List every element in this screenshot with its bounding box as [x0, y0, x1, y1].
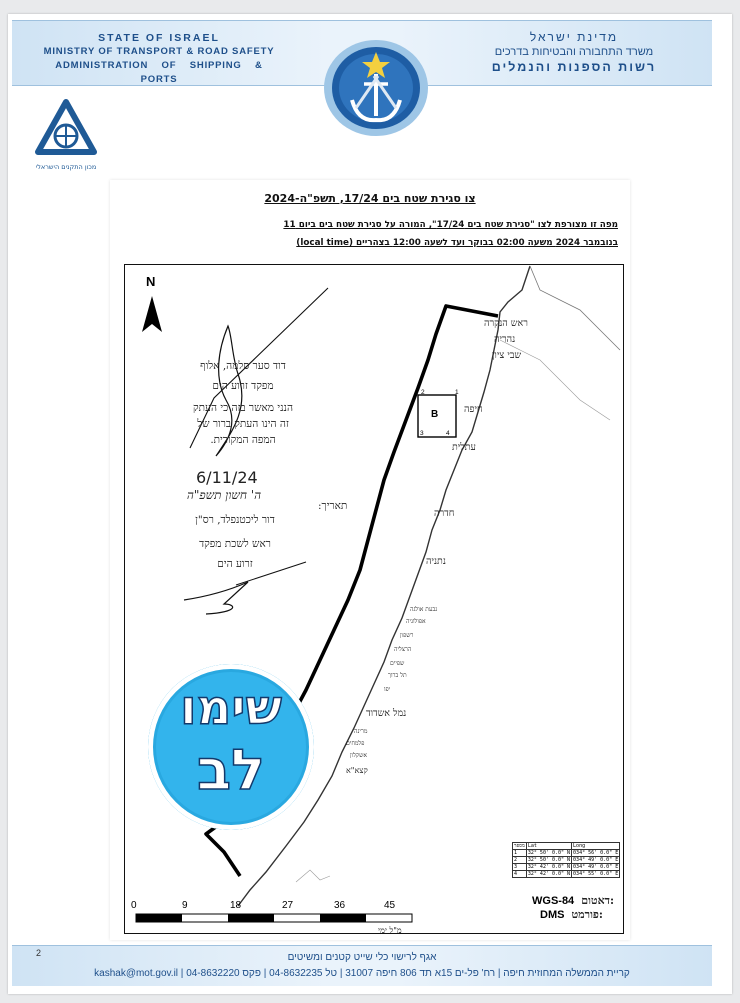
col-number: מספר — [514, 843, 525, 849]
state-name-he: מדינת ישראל — [529, 30, 619, 44]
second-signatory-role: ראש לשכת מפקד — [199, 538, 271, 550]
order-subtitle-line2: בנובמבר 2024 משעה 02:00 בבוקר ועד לשעה 12:00 בצהריים (local time) — [296, 238, 618, 248]
small-place: הרצליה — [394, 646, 412, 653]
cell: 2 — [513, 857, 527, 864]
small-place: גבעת אולגה — [410, 606, 438, 613]
cert-line1: הנני מאשר בזה כי העתק — [192, 402, 293, 414]
place-nahariya: נהריה — [494, 334, 516, 345]
table-row — [513, 871, 620, 878]
scale-tick: 18 — [230, 900, 242, 911]
north-label: N — [146, 274, 156, 289]
border-line — [530, 266, 620, 350]
small-place: פלמחים — [346, 740, 365, 747]
second-signatory-name: דור ליכטנפלד, רס"ן — [195, 514, 275, 526]
small-place: אפולוניה — [406, 618, 426, 625]
second-signatory-role-b: זרוע הים — [217, 558, 253, 570]
order-subtitle-line1: מפה זו מצורפת לצו "סגירת שטח בים 17/24", המורה על סגירת שטח בים ביום 11 — [283, 220, 618, 230]
signature-block — [168, 358, 318, 448]
scale-segment — [320, 914, 366, 922]
place-rosh-hanikra: ראש הנקרה — [484, 318, 528, 329]
table-row — [513, 864, 620, 871]
zone-point-2: 2 — [421, 389, 425, 396]
standards-institute-label: מכון התקנים הישראלי — [35, 163, 97, 171]
date-label: תאריך: — [318, 500, 348, 512]
place-netanya: נתניה — [426, 556, 446, 567]
cell: 034° 56' 0.0" E — [573, 850, 619, 856]
place-haifa: חיפה — [464, 404, 483, 415]
hebrew-date: ה' חשון תשפ"ה — [186, 488, 262, 502]
scale-unit: מ"ל ימי — [378, 926, 402, 935]
sticker-line2: לב — [196, 738, 266, 803]
cell: 32° 50' 0.0" N — [527, 850, 571, 856]
cell: 1 — [513, 850, 527, 857]
place-shavei-zion: שבי ציון — [492, 350, 522, 361]
zone-point-1: 1 — [455, 389, 459, 396]
attention-sticker — [148, 664, 314, 830]
sticker-line1: שימו — [180, 680, 282, 736]
cell: 034° 49' 0.0" E — [573, 857, 619, 863]
administration-name-he: רשות הספנות והנמלים — [491, 60, 657, 74]
datum-row — [532, 894, 614, 907]
place-katza: קצא"א — [346, 766, 368, 775]
col-lat: Lat — [526, 843, 571, 850]
coordinate-table — [512, 842, 620, 878]
format-value: DMS — [540, 909, 565, 921]
cell: 32° 42' 0.0" N — [527, 864, 571, 870]
col-long: Long — [572, 843, 620, 850]
scale-segment — [136, 914, 182, 922]
zone-point-3: 3 — [420, 430, 424, 437]
north-arrow-icon — [142, 296, 162, 332]
small-place: רשפון — [400, 632, 414, 639]
small-place: תל ברוך — [388, 672, 407, 679]
datum-label: דאטום: — [581, 894, 614, 907]
cell: 034° 49' 0.0" E — [573, 864, 619, 870]
scale-tick: 0 — [131, 900, 137, 911]
place-ashdod-port: נמל אשדוד — [366, 708, 407, 719]
signatory-role: מפקד זרוע הים — [212, 380, 274, 392]
small-place: שפיים — [390, 660, 405, 667]
cert-line2: זה הינו העתק ברור של — [197, 418, 289, 430]
order-title: צו סגירת שטח בים 17/24, תשפ"ה-2024 — [264, 192, 476, 205]
cert-line3: המפה המקורית. — [210, 434, 276, 446]
cell: 32° 42' 0.0" N — [527, 871, 571, 877]
small-place: יפו — [384, 686, 391, 693]
small-place: מרינה — [354, 728, 368, 735]
place-hadera: חדרה — [434, 508, 455, 519]
cell: 4 — [513, 871, 527, 878]
administration-name-en: ADMINISTRATION OF SHIPPING & PORTS — [55, 60, 263, 85]
datum-value: WGS-84 — [532, 895, 575, 907]
second-signatory-block — [180, 512, 290, 572]
cell: 034° 55' 0.0" E — [573, 871, 619, 877]
footer-contact: קריית הממשלה המחוזית חיפה | רח' פל-ים 15א תד 806 חיפה 31007 | טל 04-8632235 | פקס 04-8632220 | kashak@mot.gov.il — [94, 968, 630, 979]
second-signature — [184, 582, 248, 614]
format-row — [540, 908, 603, 921]
place-atlit: עתלית — [452, 442, 476, 453]
page-number: 2 — [36, 948, 42, 958]
scale-tick: 9 — [182, 900, 188, 911]
cell: 32° 50' 0.0" N — [527, 857, 571, 863]
gaza-line — [296, 870, 330, 882]
cell: 3 — [513, 864, 527, 871]
scale-segment — [228, 914, 274, 922]
footer-department: אגף לרישוי כלי שייט קטנים ומשיטים — [287, 952, 437, 963]
table-row — [513, 857, 620, 864]
zone-b-label: B — [431, 409, 439, 420]
small-place: אשקלון — [350, 752, 367, 759]
ministry-name-he: משרד התחבורה והבטיחות בדרכים — [494, 46, 654, 58]
scale-tick: 36 — [334, 900, 346, 911]
scale-tick: 27 — [282, 900, 294, 911]
footer — [12, 945, 712, 986]
format-label: פורמט: — [571, 908, 603, 921]
signatory-name: דוד סער סלמה, אלוף — [200, 360, 286, 372]
table-row — [513, 850, 620, 857]
state-name-en: STATE OF ISRAEL — [98, 32, 220, 44]
table-header-row — [513, 843, 620, 850]
scale-tick: 45 — [384, 900, 396, 911]
certify-date: 6/11/24 — [196, 468, 258, 487]
zone-point-4: 4 — [446, 430, 450, 437]
ministry-name-en: MINISTRY OF TRANSPORT & ROAD SAFETY — [43, 46, 275, 57]
